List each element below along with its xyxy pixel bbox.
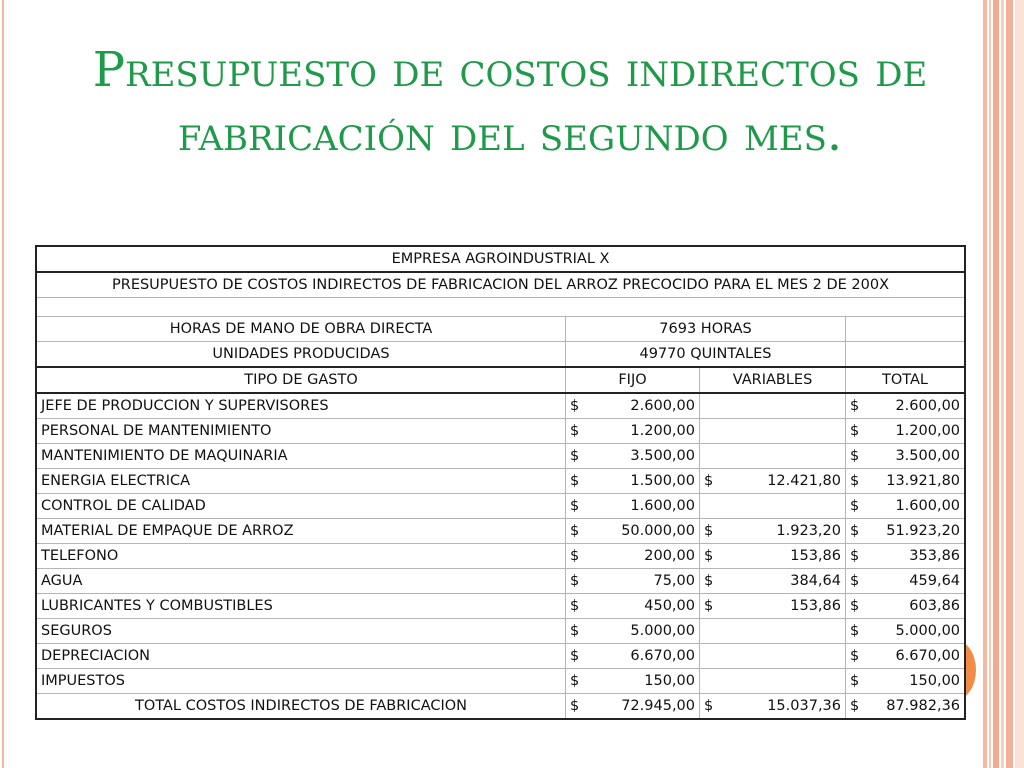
currency-symbol: $ [570,573,580,589]
expense-total-cell [846,419,965,444]
currency-symbol: $ [704,473,714,489]
empty-cell [846,342,965,368]
expense-name: PERSONAL DE MANTENIMIENTO [37,419,566,444]
currency-symbol: $ [570,698,580,714]
expense-fijo-cell [566,469,700,494]
expense-total: 150,00 [909,673,961,689]
expense-variable-cell [700,519,846,544]
table-row [37,569,965,594]
expense-variable-cell [700,419,846,444]
expense-name: TELEFONO [37,544,566,569]
expense-fijo: 1.500,00 [630,473,695,489]
expense-fijo: 1.600,00 [630,498,695,514]
expense-total: 5.000,00 [895,623,961,639]
right-decorative-stripe [1001,0,1004,768]
table-row [37,469,965,494]
currency-symbol: $ [850,523,860,539]
empty-row [37,298,965,317]
expense-fijo-cell [566,594,700,619]
table-row [37,619,965,644]
currency-symbol: $ [704,573,714,589]
expense-total-cell [846,569,965,594]
currency-symbol: $ [850,423,860,439]
expense-total-cell [846,469,965,494]
table-row [37,644,965,669]
currency-symbol: $ [704,523,714,539]
right-decorative-stripe [1015,0,1024,768]
expense-variable-cell [700,644,846,669]
expense-fijo-cell [566,444,700,469]
expense-variable: 1.923,20 [776,523,841,539]
right-decorative-stripe [989,0,991,768]
expense-fijo-cell [566,619,700,644]
expense-fijo-cell [566,519,700,544]
empty-cell [846,317,965,342]
expense-total: 603,86 [909,598,961,614]
company-name: EMPRESA AGROINDUSTRIAL X [37,247,965,273]
left-decorative-stripe [2,0,4,768]
total-label: TOTAL COSTOS INDIRECTOS DE FABRICACION [37,694,566,719]
total-total: 87.982,36 [886,698,961,714]
expense-total: 2.600,00 [895,398,961,414]
expense-fijo: 200,00 [644,548,695,564]
currency-symbol: $ [704,548,714,564]
expense-name: CONTROL DE CALIDAD [37,494,566,519]
expense-fijo: 150,00 [644,673,695,689]
expense-fijo: 450,00 [644,598,695,614]
currency-symbol: $ [850,473,860,489]
expense-fijo: 1.200,00 [630,423,695,439]
expense-total: 1.200,00 [895,423,961,439]
expense-fijo: 75,00 [653,573,695,589]
expense-total-cell [846,644,965,669]
expense-name: SEGUROS [37,619,566,644]
expense-total-cell [846,519,965,544]
expense-name: ENERGIA ELECTRICA [37,469,566,494]
expense-variable: 153,86 [790,598,841,614]
expense-variable-cell [700,544,846,569]
expense-name: DEPRECIACION [37,644,566,669]
expense-fijo-cell [566,419,700,444]
table-row [37,519,965,544]
total-variable: 15.037,36 [767,698,841,714]
currency-symbol: $ [570,548,580,564]
currency-symbol: $ [850,573,860,589]
table-row [37,419,965,444]
expense-variable: 12.421,80 [767,473,841,489]
table-subtitle: PRESUPUESTO DE COSTOS INDIRECTOS DE FABRICACION DEL ARROZ PRECOCIDO PARA EL MES 2 DE 200X [37,272,965,298]
expense-variable-cell [700,444,846,469]
currency-symbol: $ [570,473,580,489]
expense-name: IMPUESTOS [37,669,566,694]
expense-variable-cell [700,469,846,494]
expense-variable-cell [700,594,846,619]
expense-name: MATERIAL DE EMPAQUE DE ARROZ [37,519,566,544]
currency-symbol: $ [570,423,580,439]
expense-variable-cell [700,669,846,694]
expense-variable-cell [700,494,846,519]
expense-variable-cell [700,569,846,594]
right-decorative-stripe [983,0,987,768]
table-row [37,444,965,469]
currency-symbol: $ [850,548,860,564]
currency-symbol: $ [850,698,860,714]
expense-variable-cell [700,393,846,419]
expense-variable: 384,64 [790,573,841,589]
currency-symbol: $ [850,398,860,414]
currency-symbol: $ [850,623,860,639]
currency-symbol: $ [850,598,860,614]
table-row [37,669,965,694]
expense-total-cell [846,594,965,619]
right-decorative-stripe [993,0,999,768]
currency-symbol: $ [570,623,580,639]
expense-total: 353,86 [909,548,961,564]
expense-total: 51.923,20 [886,523,961,539]
expense-fijo-cell [566,393,700,419]
table-row [37,393,965,419]
expense-total-cell [846,444,965,469]
currency-symbol: $ [704,698,714,714]
currency-symbol: $ [570,648,580,664]
expense-variable-cell [700,619,846,644]
expense-fijo: 2.600,00 [630,398,695,414]
expense-name: MANTENIMIENTO DE MAQUINARIA [37,444,566,469]
currency-symbol: $ [570,498,580,514]
currency-symbol: $ [850,648,860,664]
right-decorative-stripe [1006,0,1013,768]
total-fijo-cell [566,694,700,719]
currency-symbol: $ [850,673,860,689]
expense-name: LUBRICANTES Y COMBUSTIBLES [37,594,566,619]
header-variables: VARIABLES [700,367,846,393]
expense-total: 3.500,00 [895,448,961,464]
expense-name: JEFE DE PRODUCCION Y SUPERVISORES [37,393,566,419]
total-total-cell [846,694,965,719]
expense-fijo: 3.500,00 [630,448,695,464]
expense-fijo: 50.000,00 [621,523,695,539]
expense-total-cell [846,393,965,419]
expense-fijo: 5.000,00 [630,623,695,639]
currency-symbol: $ [570,598,580,614]
expense-total: 6.670,00 [895,648,961,664]
currency-symbol: $ [704,598,714,614]
expense-fijo-cell [566,644,700,669]
expense-variable: 153,86 [790,548,841,564]
header-tipo-de-gasto: TIPO DE GASTO [37,367,566,393]
table-row [37,544,965,569]
expense-name: AGUA [37,569,566,594]
expense-total-cell [846,619,965,644]
table-row [37,494,965,519]
currency-symbol: $ [850,498,860,514]
budget-table [36,246,965,719]
units-value: 49770 QUINTALES [566,342,846,368]
hours-value: 7693 HORAS [566,317,846,342]
header-total: TOTAL [846,367,965,393]
expense-total: 13.921,80 [886,473,961,489]
currency-symbol: $ [570,523,580,539]
expense-total-cell [846,669,965,694]
expense-fijo: 6.670,00 [630,648,695,664]
slide-title: Presupuesto de costos indirectos de fabricación del segundo mes. [92,42,928,162]
expense-fijo-cell [566,569,700,594]
total-variable-cell [700,694,846,719]
expense-fijo-cell [566,494,700,519]
expense-total-cell [846,494,965,519]
expense-fijo-cell [566,544,700,569]
expense-total: 459,64 [909,573,961,589]
total-fijo: 72.945,00 [621,698,695,714]
currency-symbol: $ [570,448,580,464]
header-fijo: FIJO [566,367,700,393]
expense-fijo-cell [566,669,700,694]
hours-label: HORAS DE MANO DE OBRA DIRECTA [37,317,566,342]
table-row [37,594,965,619]
currency-symbol: $ [850,448,860,464]
currency-symbol: $ [570,673,580,689]
units-label: UNIDADES PRODUCIDAS [37,342,566,368]
expense-total: 1.600,00 [895,498,961,514]
currency-symbol: $ [570,398,580,414]
expense-total-cell [846,544,965,569]
